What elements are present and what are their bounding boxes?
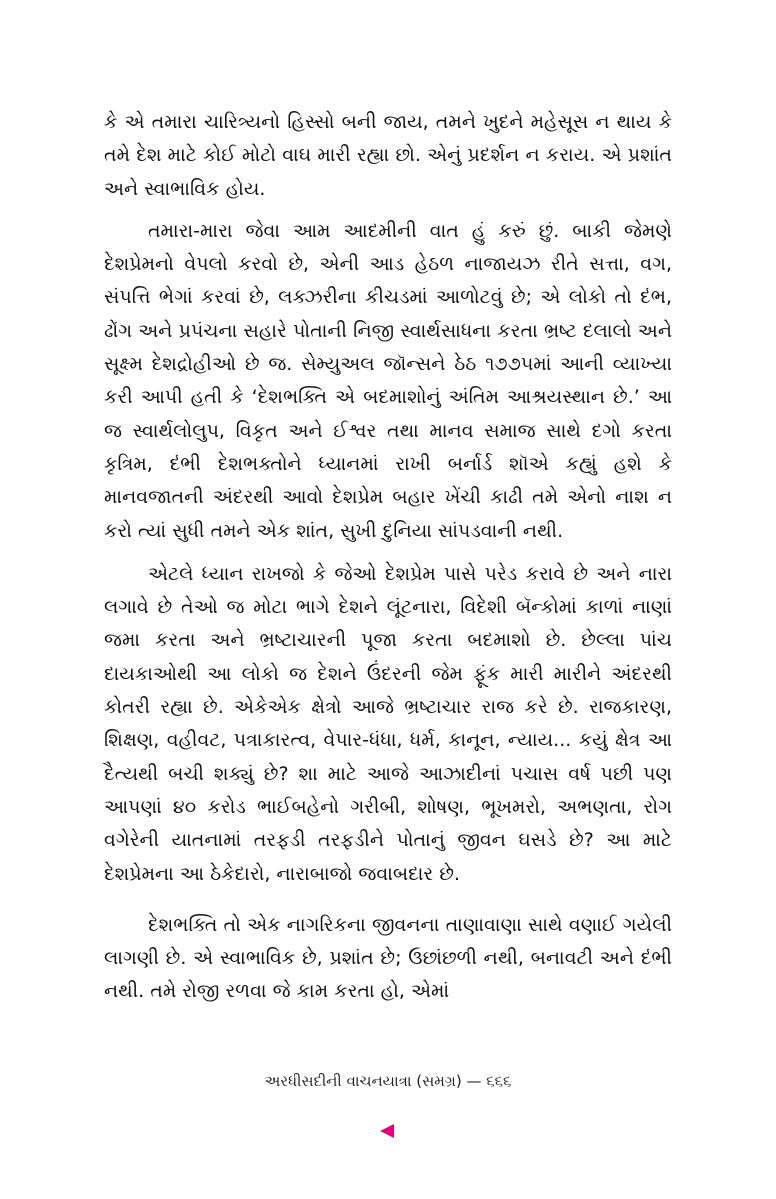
paragraph: એટલે ધ્યાન રાખજો કે જેઓ દેશપ્રેમ પાસે પરેડ કરાવે છે અને નારા લગાવે છે તેઓ જ મોટા ભાગે દેશને લૂંટનારા, વિદેશી બૅન્કોમાં કાળાં નાણાં જમા કરતા અને ભ્રષ્ટાચારની પૂજા કરતા બદમાશો છે. છેલ્લા પાંચ દાયકાઓથી આ લોકો જ દેશને ઉંદરની જેમ ફૂંક મારી મારીને અંદરથી કોતરી રહ્યા છે. એકેએક ક્ષેત્રો આજે ભ્રષ્ટાચાર રાજ કરે છે. રાજકારણ, શિક્ષણ, વહીવટ, પત્રાકારત્વ, વેપાર-ધંધા, ધર્મ, કાનૂન, ન્યાય... કયું ક્ષેત્ર આ દૈત્યથી બચી શક્યું છે? શા માટે આજે આઝાદીનાં પચાસ વર્ષ પછી પણ આપણાં ૪૦ કરોડ ભાઈબહેનો ગરીબી, શોષણ, ભૂખમરો, અભણતા, રોગ વગેરેની યાતનામાં તરફડી તરફડીને પોતાનું જીવન ઘસડે છે? આ માટે દેશપ્રેમના આ ઠેકેદારો, નારાબાજો જવાબદાર છે. xyxy=(104,562,672,885)
paragraph: તમારા-મારા જેવા આમ આદમીની વાત હું કરું છું. બાકી જેમણે દેશપ્રેમનો વેપલો કરવો છે, એની આડ હેઠળ નાજાયઝ રીતે સત્તા, વગ, સંપત્તિ ભેગાં કરવાં છે, લક્ઝરીના કીચડમાં આળોટવું છે; એ લોકો તો દંભ, ઢોંગ અને પ્રપંચના સહારે પોતાની નિજી સ્વાર્થસાધના કરતા ભ્રષ્ટ દલાલો અને સૂક્ષ્મ દેશદ્રોહીઓ છે જ. સેમ્યુઅલ જૉન્સને ઠેઠ ૧૭૭૫માં આની વ્યાખ્યા કરી આપી હતી કે ‘દેશભક્તિ એ બદમાશોનું અંતિમ આશ્રયસ્થાન છે.’ આ જ સ્વાર્થલોલુપ, વિકૃત અને ઈશ્વર તથા માનવ સમાજ સાથે દગો કરતા કૃત્રિમ, દંભી દેશભક્તોને ધ્યાનમાં રાખી બર્નાર્ડ શૉએ કહ્યું હશે કે માનવજાતની અંદરથી આવો દેશપ્રેમ બહાર ખેંચી કાઢી તમે એનો નાશ ન કરો ત્યાં સુધી તમને એક શાંત, સુખી દુનિયા સાંપડવાની નથી. xyxy=(104,219,672,542)
paragraph-continued: કે એ તમારા ચારિત્ર્યનો હિસ્સો બની જાય, તમને ખુદને મહેસૂસ ન થાય કે તમે દેશ માટે કોઈ મોટો વાઘ મારી રહ્યા છો. એનું પ્રદર્શન ન કરાય. એ પ્રશાંત અને સ્વાભાવિક હોય. xyxy=(104,111,672,200)
paragraph: દેશભક્તિ તો એક નાગરિકના જીવનના તાણાવાણા સાથે વણાઈ ગયેલી લાગણી છે. એ સ્વાભાવિક છે, પ્રશાંત છે; ઉછાંછળી નથી, બનાવટી અને દંભી નથી. તમે રોજી રળવા જે કામ કરતા હો, એમાં xyxy=(104,913,672,1003)
page-footer: અરધીસદીની વાચનયાત્રા (સમગ્ર) — ૬૬૬ xyxy=(264,1072,512,1090)
triangle-left-icon[interactable] xyxy=(380,1124,394,1138)
page-body xyxy=(104,96,672,1009)
